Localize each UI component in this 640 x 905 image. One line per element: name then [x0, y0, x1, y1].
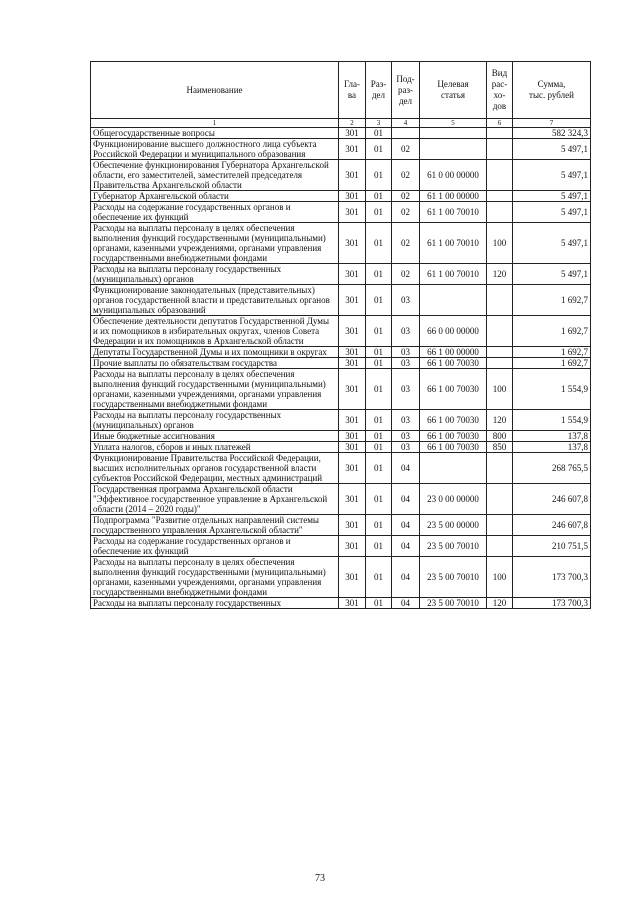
- row-expense-type: [487, 453, 513, 484]
- row-name: Расходы на выплаты персоналу государственных (муниципальных) органов: [91, 410, 339, 431]
- row-section: 01: [366, 264, 392, 285]
- row-expense-type: [487, 202, 513, 223]
- row-expense-type: 120: [487, 598, 513, 609]
- budget-table: [90, 61, 591, 609]
- table-row: [91, 358, 591, 369]
- row-name: Общегосударственные вопросы: [91, 128, 339, 139]
- row-section: 01: [366, 202, 392, 223]
- header-target: Целевая статья: [420, 62, 487, 119]
- row-target: 66 1 00 70030: [420, 410, 487, 431]
- table-row: [91, 285, 591, 316]
- row-target: [420, 453, 487, 484]
- column-number: 5: [420, 119, 487, 128]
- row-name: Обеспечение деятельности депутатов Государственной Думы и их помощников в избирательных округах, членов Совета Федерации и их помощников в Архангельской области: [91, 316, 339, 347]
- row-target: 61 0 00 00000: [420, 160, 487, 191]
- row-expense-type: [487, 160, 513, 191]
- row-subsection: 03: [392, 347, 420, 358]
- row-subsection: 03: [392, 358, 420, 369]
- column-number: 3: [366, 119, 392, 128]
- row-expense-type: [487, 285, 513, 316]
- row-subsection: 04: [392, 484, 420, 515]
- row-target: 61 1 00 70010: [420, 202, 487, 223]
- row-sum: 582 324,3: [513, 128, 591, 139]
- row-target: [420, 285, 487, 316]
- row-chapter: 301: [339, 557, 366, 598]
- table-row: [91, 128, 591, 139]
- row-section: 01: [366, 160, 392, 191]
- table-row: [91, 139, 591, 160]
- row-subsection: 02: [392, 139, 420, 160]
- row-subsection: 02: [392, 202, 420, 223]
- row-section: 01: [366, 431, 392, 442]
- row-subsection: 02: [392, 191, 420, 202]
- header-section: Раз- дел: [366, 62, 392, 119]
- column-number: 6: [487, 119, 513, 128]
- row-subsection: 03: [392, 431, 420, 442]
- row-sum: 246 607,8: [513, 515, 591, 536]
- row-chapter: 301: [339, 358, 366, 369]
- table-row: [91, 347, 591, 358]
- row-target: 66 1 00 70030: [420, 442, 487, 453]
- row-target: 61 1 00 70010: [420, 264, 487, 285]
- row-chapter: 301: [339, 191, 366, 202]
- column-number: 7: [513, 119, 591, 128]
- row-target: 23 5 00 70010: [420, 557, 487, 598]
- row-name: Подпрограмма "Развитие отдельных направлений системы государственного управления Архангельской области": [91, 515, 339, 536]
- table-row: [91, 442, 591, 453]
- row-name: Расходы на выплаты персоналу в целях обеспечения выполнения функций государственными (муниципальными) органами, казенными учреждениями, органами управления государственными внебюджетными фондами: [91, 369, 339, 410]
- row-name: Уплата налогов, сборов и иных платежей: [91, 442, 339, 453]
- row-sum: 5 497,1: [513, 191, 591, 202]
- row-section: 01: [366, 139, 392, 160]
- row-subsection: 02: [392, 264, 420, 285]
- header-sum: Сумма, тыс. рублей: [513, 62, 591, 119]
- row-target: [420, 139, 487, 160]
- table-row: [91, 316, 591, 347]
- row-sum: 137,8: [513, 442, 591, 453]
- row-sum: 5 497,1: [513, 223, 591, 264]
- table-row: [91, 410, 591, 431]
- table-row: [91, 484, 591, 515]
- row-target: 23 5 00 70010: [420, 536, 487, 557]
- row-chapter: 301: [339, 139, 366, 160]
- row-target: 66 1 00 70030: [420, 369, 487, 410]
- row-expense-type: 100: [487, 557, 513, 598]
- row-sum: 1 692,7: [513, 358, 591, 369]
- row-expense-type: 850: [487, 442, 513, 453]
- row-target: 66 1 00 00000: [420, 347, 487, 358]
- table-row: [91, 202, 591, 223]
- row-target: 23 0 00 00000: [420, 484, 487, 515]
- row-sum: 173 700,3: [513, 598, 591, 609]
- table-row: [91, 160, 591, 191]
- table-row: [91, 515, 591, 536]
- row-expense-type: 120: [487, 410, 513, 431]
- row-subsection: 03: [392, 369, 420, 410]
- row-chapter: 301: [339, 160, 366, 191]
- row-section: 01: [366, 453, 392, 484]
- row-chapter: 301: [339, 369, 366, 410]
- row-subsection: 02: [392, 223, 420, 264]
- row-section: 01: [366, 536, 392, 557]
- row-name: Прочие выплаты по обязательствам государства: [91, 358, 339, 369]
- row-subsection: [392, 128, 420, 139]
- row-section: 01: [366, 598, 392, 609]
- header-name: Наименование: [91, 62, 339, 119]
- row-name: Расходы на выплаты персоналу государственных (муниципальных) органов: [91, 264, 339, 285]
- row-name: Обеспечение функционирования Губернатора Архангельской области, его заместителей, заместителей председателя Правительства Архангельской области: [91, 160, 339, 191]
- row-chapter: 301: [339, 515, 366, 536]
- row-sum: 268 765,5: [513, 453, 591, 484]
- header-subsection: Под- раз- дел: [392, 62, 420, 119]
- row-expense-type: [487, 515, 513, 536]
- row-expense-type: 100: [487, 369, 513, 410]
- column-number: 4: [392, 119, 420, 128]
- row-section: 01: [366, 316, 392, 347]
- row-chapter: 301: [339, 453, 366, 484]
- table-row: [91, 369, 591, 410]
- column-number-row: [91, 119, 591, 128]
- row-section: 01: [366, 347, 392, 358]
- row-name: Расходы на содержание государственных органов и обеспечение их функций: [91, 536, 339, 557]
- row-sum: 5 497,1: [513, 202, 591, 223]
- row-subsection: 04: [392, 453, 420, 484]
- row-section: 01: [366, 223, 392, 264]
- row-target: 23 5 00 70010: [420, 598, 487, 609]
- row-target: 66 1 00 70030: [420, 358, 487, 369]
- row-target: 61 1 00 00000: [420, 191, 487, 202]
- header-row: [91, 62, 591, 119]
- row-name: Расходы на выплаты персоналу государственных: [91, 598, 339, 609]
- row-name: Депутаты Государственной Думы и их помощники в округах: [91, 347, 339, 358]
- row-sum: 5 497,1: [513, 264, 591, 285]
- row-target: 66 1 00 70030: [420, 431, 487, 442]
- table-row: [91, 191, 591, 202]
- table-row: [91, 431, 591, 442]
- row-chapter: 301: [339, 431, 366, 442]
- row-sum: 210 751,5: [513, 536, 591, 557]
- row-chapter: 301: [339, 347, 366, 358]
- table-row: [91, 557, 591, 598]
- row-subsection: 04: [392, 515, 420, 536]
- row-chapter: 301: [339, 442, 366, 453]
- row-name: Функционирование Правительства Российской Федерации, высших исполнительных органов государственной власти субъектов Российской Федерации, местных администраций: [91, 453, 339, 484]
- column-number: 1: [91, 119, 339, 128]
- row-sum: 137,8: [513, 431, 591, 442]
- row-expense-type: 100: [487, 223, 513, 264]
- row-expense-type: [487, 128, 513, 139]
- row-target: 61 1 00 70010: [420, 223, 487, 264]
- row-sum: 5 497,1: [513, 139, 591, 160]
- row-chapter: 301: [339, 223, 366, 264]
- row-sum: 1 554,9: [513, 410, 591, 431]
- row-section: 01: [366, 358, 392, 369]
- row-chapter: 301: [339, 128, 366, 139]
- row-name: Функционирование высшего должностного лица субъекта Российской Федерации и муниципального образования: [91, 139, 339, 160]
- row-target: 66 0 00 00000: [420, 316, 487, 347]
- table-row: [91, 453, 591, 484]
- row-subsection: 04: [392, 598, 420, 609]
- row-section: 01: [366, 191, 392, 202]
- row-subsection: 04: [392, 536, 420, 557]
- row-sum: 173 700,3: [513, 557, 591, 598]
- row-subsection: 02: [392, 160, 420, 191]
- row-name: Иные бюджетные ассигнования: [91, 431, 339, 442]
- row-chapter: 301: [339, 484, 366, 515]
- row-name: Расходы на выплаты персоналу в целях обеспечения выполнения функций государственными (муниципальными) органами, казенными учреждениями, органами управления государственными внебюджетными фондами: [91, 223, 339, 264]
- row-section: 01: [366, 285, 392, 316]
- table-body: [91, 128, 591, 609]
- row-name: Расходы на выплаты персоналу в целях обеспечения выполнения функций государственными (муниципальными) органами, казенными учреждениями, органами управления государственными внебюджетными фондами: [91, 557, 339, 598]
- row-subsection: 03: [392, 316, 420, 347]
- row-chapter: 301: [339, 536, 366, 557]
- row-subsection: 03: [392, 285, 420, 316]
- row-expense-type: 800: [487, 431, 513, 442]
- row-section: 01: [366, 128, 392, 139]
- row-sum: 1 554,9: [513, 369, 591, 410]
- row-chapter: 301: [339, 264, 366, 285]
- row-section: 01: [366, 442, 392, 453]
- table-row: [91, 536, 591, 557]
- row-expense-type: [487, 358, 513, 369]
- table-row: [91, 223, 591, 264]
- column-number: 2: [339, 119, 366, 128]
- row-expense-type: [487, 316, 513, 347]
- row-subsection: 04: [392, 557, 420, 598]
- table-row: [91, 598, 591, 609]
- row-sum: 1 692,7: [513, 347, 591, 358]
- page-number: 73: [315, 873, 325, 884]
- row-subsection: 03: [392, 410, 420, 431]
- row-section: 01: [366, 410, 392, 431]
- row-expense-type: [487, 191, 513, 202]
- row-expense-type: [487, 139, 513, 160]
- table-row: [91, 264, 591, 285]
- row-expense-type: [487, 536, 513, 557]
- row-section: 01: [366, 369, 392, 410]
- row-chapter: 301: [339, 316, 366, 347]
- row-expense-type: [487, 347, 513, 358]
- row-section: 01: [366, 484, 392, 515]
- row-name: Губернатор Архангельской области: [91, 191, 339, 202]
- row-expense-type: 120: [487, 264, 513, 285]
- row-chapter: 301: [339, 410, 366, 431]
- header-expense-type: Вид рас- хо- дов: [487, 62, 513, 119]
- row-sum: 5 497,1: [513, 160, 591, 191]
- row-name: Функционирование законодательных (представительных) органов государственной власти и представительных органов муниципальных образований: [91, 285, 339, 316]
- row-name: Расходы на содержание государственных органов и обеспечение их функций: [91, 202, 339, 223]
- row-name: Государственная программа Архангельской области "Эффективное государственное управление в Архангельской области (2014 – 2020 годы)": [91, 484, 339, 515]
- row-sum: 246 607,8: [513, 484, 591, 515]
- row-chapter: 301: [339, 202, 366, 223]
- header-chapter: Гла- ва: [339, 62, 366, 119]
- row-chapter: 301: [339, 285, 366, 316]
- row-section: 01: [366, 557, 392, 598]
- row-expense-type: [487, 484, 513, 515]
- row-target: 23 5 00 00000: [420, 515, 487, 536]
- row-subsection: 03: [392, 442, 420, 453]
- row-chapter: 301: [339, 598, 366, 609]
- row-sum: 1 692,7: [513, 285, 591, 316]
- row-sum: 1 692,7: [513, 316, 591, 347]
- row-section: 01: [366, 515, 392, 536]
- row-target: [420, 128, 487, 139]
